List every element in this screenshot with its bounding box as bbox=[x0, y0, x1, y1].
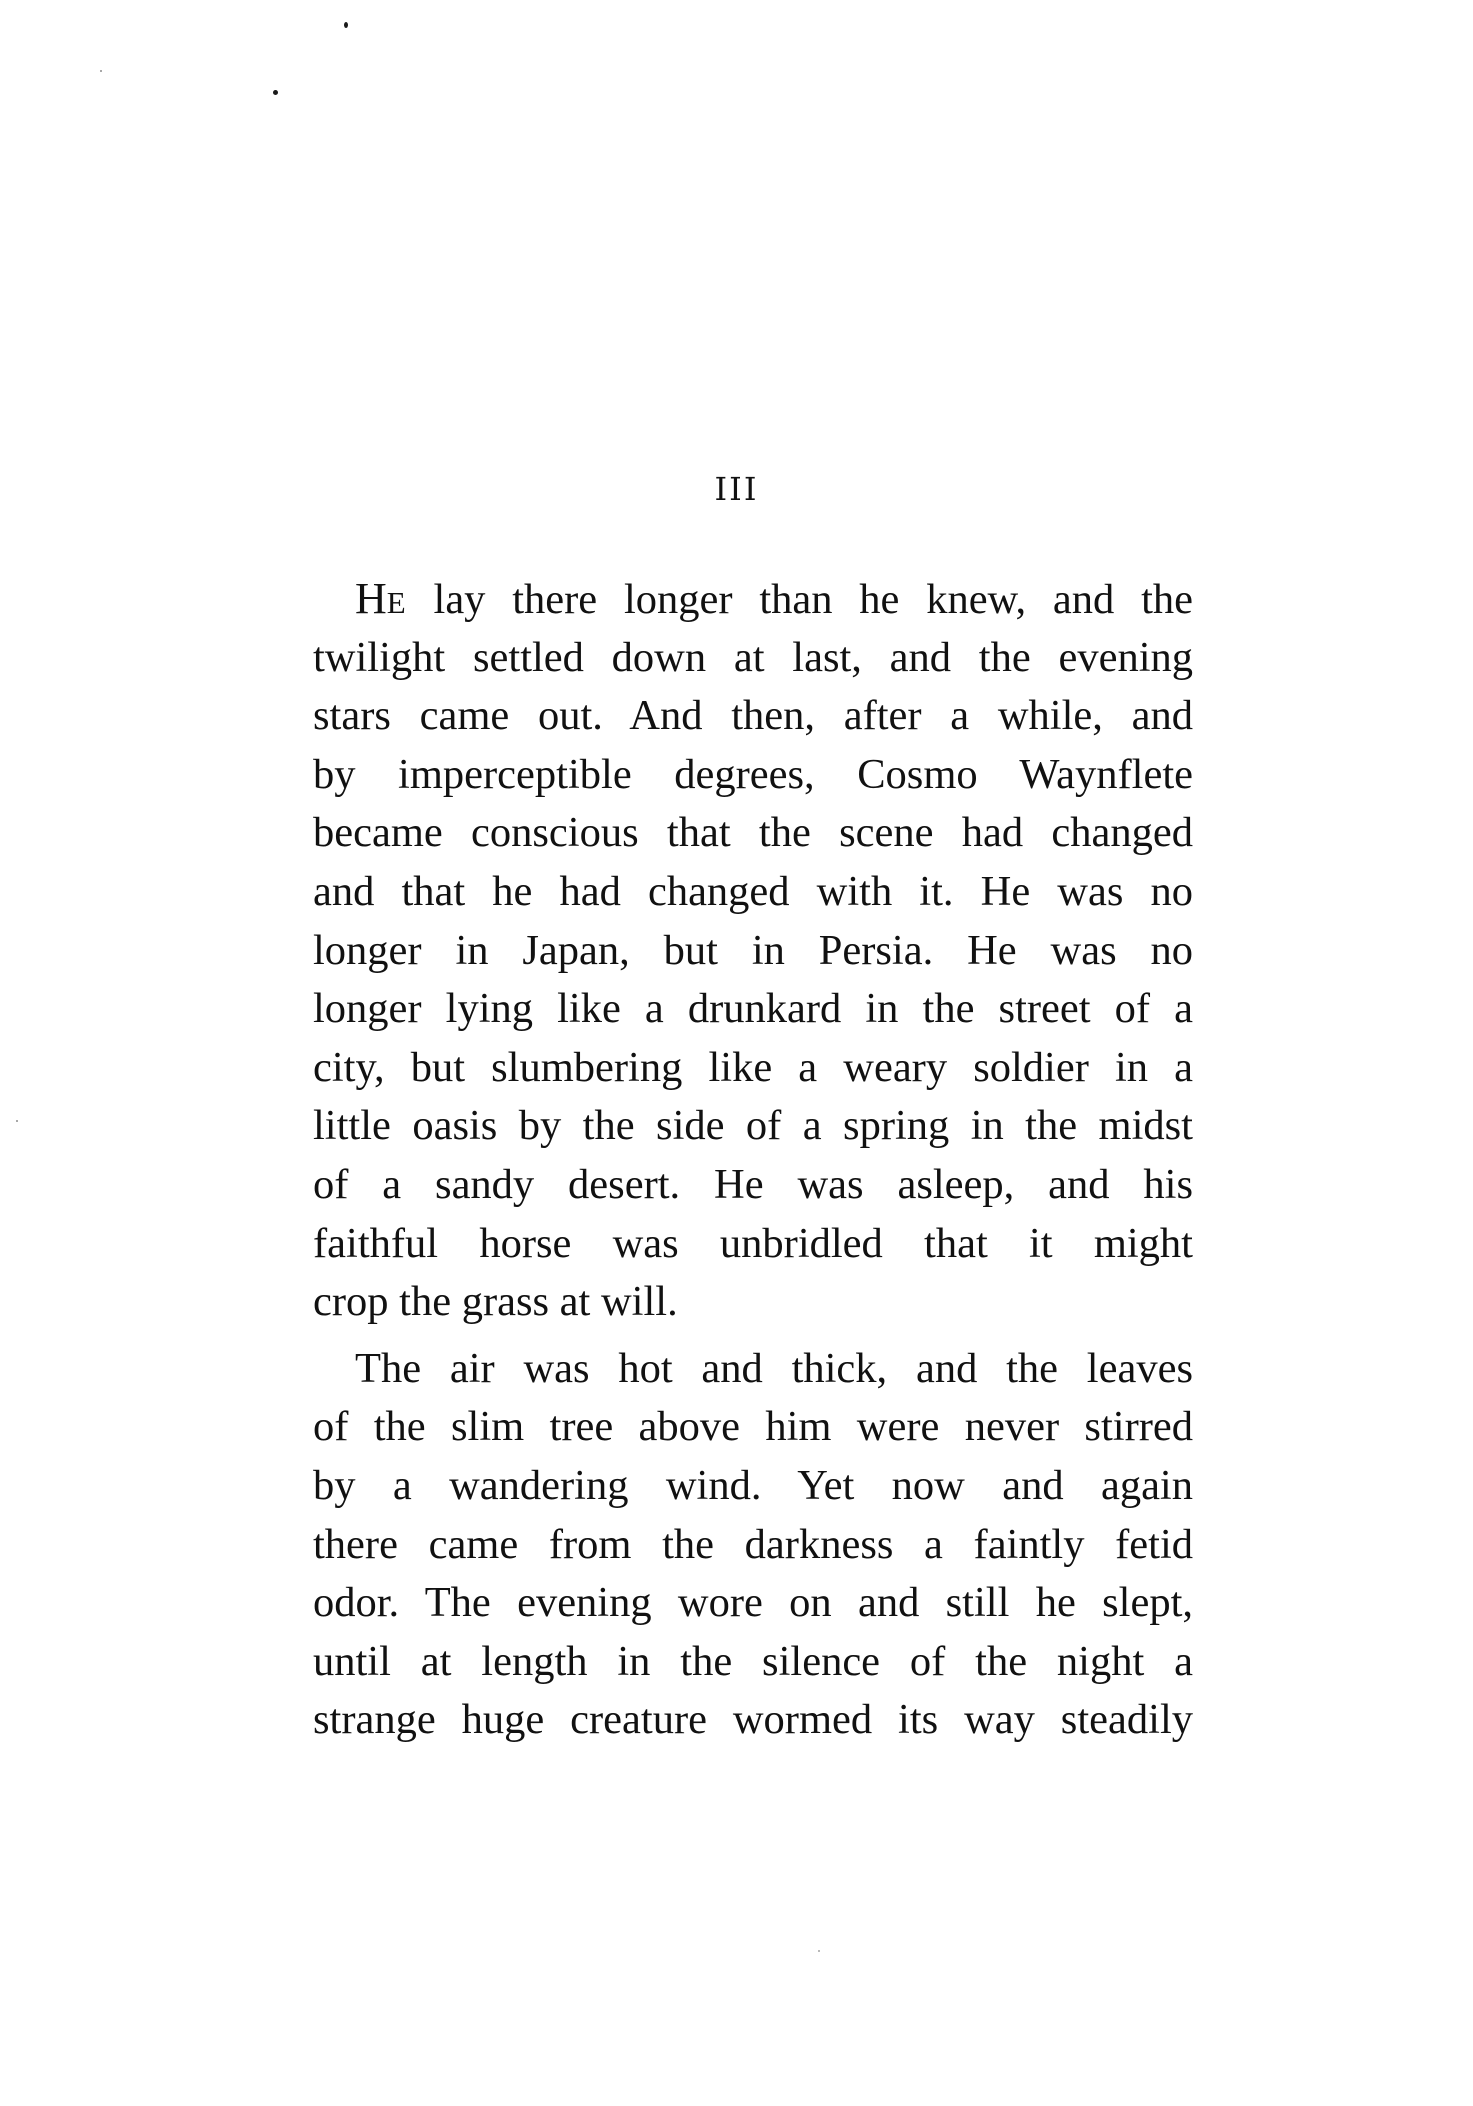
text-line: of a sandy desert. He was asleep, and his bbox=[313, 1160, 1193, 1208]
scan-speck bbox=[100, 70, 102, 72]
paragraph-2 bbox=[313, 1340, 1193, 1750]
text-line: of the slim tree above him were never stirred bbox=[313, 1403, 1193, 1451]
text-line: HE lay there longer than he knew, and the bbox=[355, 574, 1193, 623]
body-text bbox=[313, 570, 1193, 1750]
text-line: became conscious that the scene had changed bbox=[313, 809, 1193, 857]
scan-speck bbox=[16, 1120, 18, 1122]
text-line: city, but slumbering like a weary soldier in a bbox=[313, 1043, 1193, 1091]
scan-speck bbox=[273, 90, 278, 95]
text-line: until at length in the silence of the night a bbox=[313, 1637, 1193, 1685]
text-line: longer lying like a drunkard in the street of a bbox=[313, 985, 1193, 1033]
text-line: The air was hot and thick, and the leaves bbox=[355, 1344, 1193, 1392]
paragraph-gap bbox=[313, 1332, 1193, 1340]
scan-speck bbox=[818, 1950, 820, 1952]
text-line: faithful horse was unbridled that it might bbox=[313, 1219, 1193, 1267]
text-line: there came from the darkness a faintly fetid bbox=[313, 1520, 1193, 1568]
text-line: strange huge creature wormed its way steadily bbox=[313, 1696, 1193, 1744]
text-line: odor. The evening wore on and still he slept, bbox=[313, 1579, 1193, 1627]
lead-capital: H bbox=[355, 574, 387, 623]
paragraph-1 bbox=[313, 570, 1193, 1332]
text-line: crop the grass at will. bbox=[313, 1278, 678, 1326]
text-line: by a wandering wind. Yet now and again bbox=[313, 1461, 1193, 1509]
text-line: by imperceptible degrees, Cosmo Waynflete bbox=[313, 750, 1193, 798]
text-line: and that he had changed with it. He was no bbox=[313, 867, 1193, 915]
scan-speck bbox=[344, 22, 348, 28]
text-line: twilight settled down at last, and the evening bbox=[313, 633, 1193, 681]
lead-small-caps: E bbox=[386, 585, 407, 620]
text-line: stars came out. And then, after a while, and bbox=[313, 692, 1193, 740]
text-line: longer in Japan, but in Persia. He was no bbox=[313, 926, 1193, 974]
text-line: little oasis by the side of a spring in the midst bbox=[313, 1102, 1193, 1150]
chapter-heading: III bbox=[714, 470, 759, 508]
